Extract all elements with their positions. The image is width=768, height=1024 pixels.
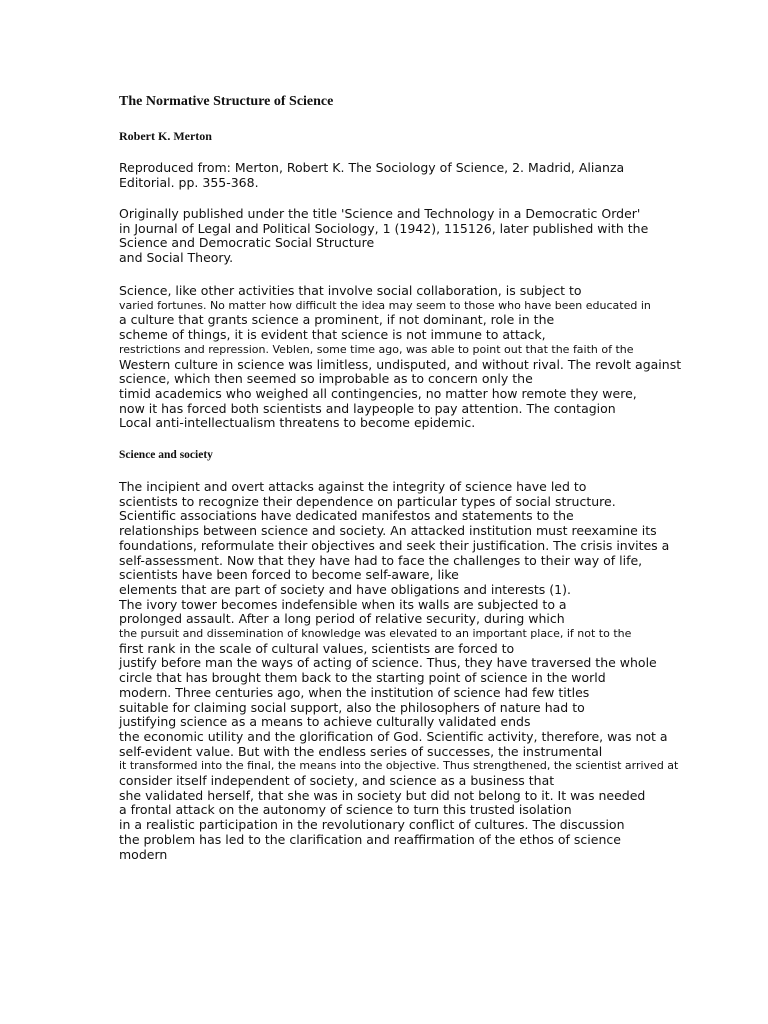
text-line: she validated herself, that she was in society but did not belong to it. It was needed <box>119 787 646 803</box>
text-line: the economic utility and the glorification of God. Scientific activity, therefore, was not a <box>119 728 668 744</box>
text-line: scientists to recognize their dependence on particular types of social structure. <box>119 493 616 509</box>
section-paragraph <box>119 480 678 862</box>
reproduced-paragraph <box>119 161 624 190</box>
text-line: relationships between science and society. An attacked institution must reexamine its <box>119 523 657 539</box>
intro-paragraph <box>119 284 681 431</box>
text-line: Reproduced from: Merton, Robert K. The Sociology of Science, 2. Madrid, Alianza <box>119 160 625 175</box>
document-author: Robert K. Merton <box>119 129 212 143</box>
text-line: Science and Democratic Social Structure <box>119 235 375 251</box>
text-line: self-assessment. Now that they have had to face the challenges to their way of life, <box>119 552 643 568</box>
text-line: Local anti-intellectualism threatens to become epidemic. <box>119 415 476 431</box>
text-line: science, which then seemed so improbable as to concern only the <box>119 371 533 387</box>
text-line: restrictions and repression. Veblen, some time ago, was able to point out that the faith of the <box>119 342 634 356</box>
text-line: scheme of things, it is evident that science is not immune to attack, <box>119 327 546 343</box>
text-line: modern. Three centuries ago, when the institution of science had few titles <box>119 684 590 700</box>
text-line: scientists have been forced to become self-aware, like <box>119 567 459 583</box>
text-line: prolonged assault. After a long period of relative security, during which <box>119 611 565 627</box>
text-line: in a realistic participation in the revolutionary conflict of cultures. The discussion <box>119 817 625 833</box>
text-line: circle that has brought them back to the starting point of science in the world <box>119 670 606 686</box>
text-line: modern <box>119 846 168 862</box>
text-line: self-evident value. But with the endless series of successes, the instrumental <box>119 743 603 759</box>
text-line: timid academics who weighed all contingencies, no matter how remote they were, <box>119 385 637 401</box>
text-line: in Journal of Legal and Political Sociology, 1 (1942), 115126, later published with the <box>119 220 649 236</box>
text-line: The incipient and overt attacks against the integrity of science have led to <box>119 479 587 494</box>
text-line: Scientific associations have dedicated manifestos and statements to the <box>119 508 574 524</box>
text-line: Originally published under the title 'Science and Technology in a Democratic Order' <box>119 206 641 221</box>
text-line: the pursuit and dissemination of knowledge was elevated to an important place, if not to the <box>119 627 632 641</box>
text-line: and Social Theory. <box>119 250 234 266</box>
document-title: The Normative Structure of Science <box>119 94 334 109</box>
text-line: justify before man the ways of acting of science. Thus, they have traversed the whole <box>119 655 657 671</box>
text-line: a frontal attack on the autonomy of science to turn this trusted isolation <box>119 802 572 818</box>
text-line: Editorial. pp. 355-368. <box>119 174 259 190</box>
text-line: first rank in the scale of cultural values, scientists are forced to <box>119 640 515 656</box>
text-line: foundations, reformulate their objectives and seek their justification. The crisis invites a <box>119 537 670 553</box>
text-line: the problem has led to the clarification and reaffirmation of the ethos of science <box>119 831 621 847</box>
text-line: elements that are part of society and have obligations and interests (1). <box>119 581 571 597</box>
originally-paragraph <box>119 207 648 266</box>
section-heading: Science and society <box>119 449 213 461</box>
text-line: a culture that grants science a prominent, if not dominant, role in the <box>119 312 555 328</box>
text-line: consider itself independent of society, and science as a business that <box>119 773 555 789</box>
text-line: it transformed into the final, the means into the objective. Thus strengthened, the scientist arrived at <box>119 759 679 773</box>
text-line: Science, like other activities that involve social collaboration, is subject to <box>119 283 582 298</box>
text-line: now it has forced both scientists and laypeople to pay attention. The contagion <box>119 400 616 416</box>
text-line: varied fortunes. No matter how difficult the idea may seem to those who have been educated in <box>119 298 651 312</box>
text-line: suitable for claiming social support, also the philosophers of nature had to <box>119 699 585 715</box>
text-line: justifying science as a means to achieve culturally validated ends <box>119 714 531 730</box>
text-line: Western culture in science was limitless, undisputed, and without rival. The revolt against <box>119 356 682 372</box>
text-line: The ivory tower becomes indefensible when its walls are subjected to a <box>119 596 567 612</box>
